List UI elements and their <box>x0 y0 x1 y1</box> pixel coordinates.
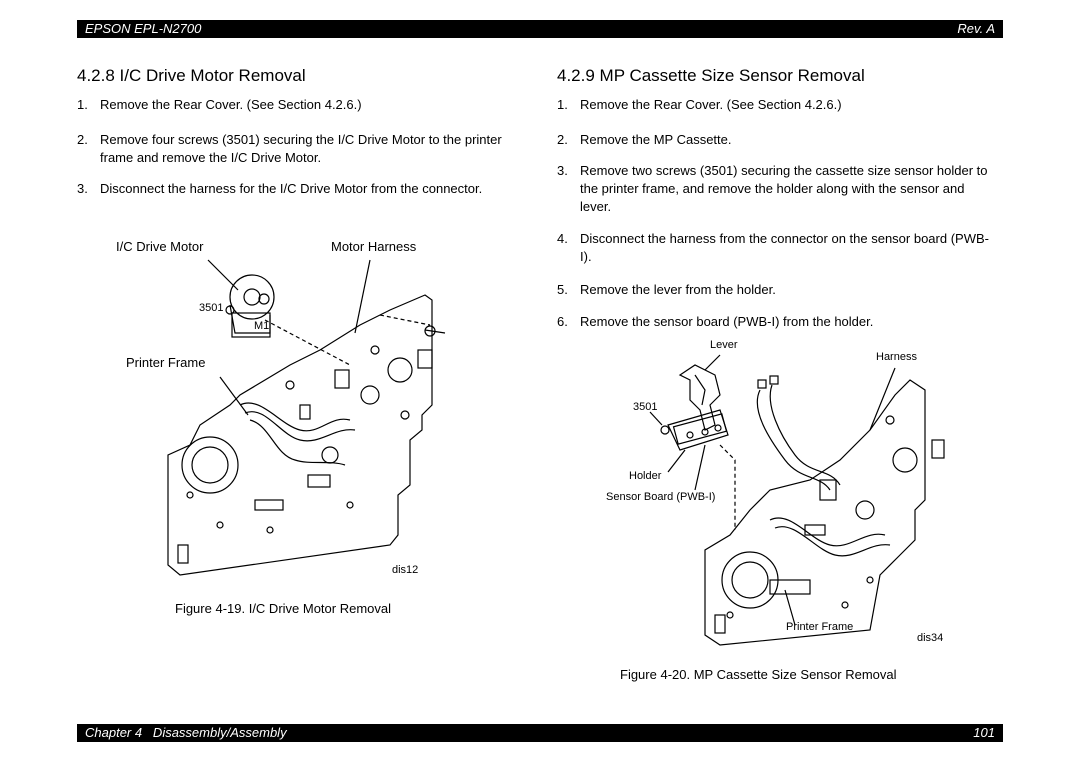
right-step-2 <box>557 131 997 149</box>
page-footer <box>77 724 1003 742</box>
label-holder: Holder <box>629 470 662 482</box>
step-number: 1. <box>77 97 88 112</box>
label-lever: Lever <box>710 339 738 351</box>
step-number: 3. <box>557 163 568 178</box>
step-text: Remove the MP Cassette. <box>580 132 732 147</box>
section-title-mp-cassette-sensor: 4.2.9 MP Cassette Size Sensor Removal <box>557 66 865 85</box>
label-ic-drive-motor: I/C Drive Motor <box>116 239 204 254</box>
step-text: Remove the lever from the holder. <box>580 282 776 297</box>
step-text: Remove two screws (3501) securing the cassette size sensor holder to the printer frame, and remove the holder along with the sensor and lever. <box>580 163 988 214</box>
step-number: 3. <box>77 181 88 196</box>
left-step-1 <box>77 96 527 114</box>
label-figure-code: dis12 <box>392 564 419 576</box>
label-screw-3501: 3501 <box>199 302 224 314</box>
header-revision: Rev. A <box>957 21 995 36</box>
label-printer-frame: Printer Frame <box>126 355 206 370</box>
step-text: Remove the Rear Cover. (See Section 4.2.6.) <box>100 97 362 112</box>
step-text: Disconnect the harness from the connector on the sensor board (PWB-I). <box>580 231 989 264</box>
step-text: Remove the Rear Cover. (See Section 4.2.6.) <box>580 97 842 112</box>
page-number: 101 <box>973 725 995 740</box>
label-motor-harness: Motor Harness <box>331 239 417 254</box>
step-text: Remove the sensor board (PWB-I) from the holder. <box>580 314 874 329</box>
label-harness: Harness <box>876 351 917 363</box>
step-text: Disconnect the harness for the I/C Drive Motor from the connector. <box>100 181 483 196</box>
label-m1: M1 <box>254 320 270 332</box>
step-text: Remove four screws (3501) securing the I/C Drive Motor to the printer frame and remove the I/C Drive Motor. <box>100 132 502 165</box>
right-step-3 <box>557 162 997 216</box>
step-number: 2. <box>557 132 568 147</box>
footer-chapter: Chapter 4 Disassembly/Assembly <box>85 725 287 740</box>
section-title-ic-drive-motor: 4.2.8 I/C Drive Motor Removal <box>77 66 306 85</box>
step-number: 5. <box>557 282 568 297</box>
step-number: 2. <box>77 132 88 147</box>
figure-caption: Figure 4-20. MP Cassette Size Sensor Removal <box>620 667 897 682</box>
left-step-2 <box>77 131 527 167</box>
label-screw-3501: 3501 <box>633 401 658 413</box>
right-step-4 <box>557 230 997 266</box>
label-figure-code: dis34 <box>917 632 944 644</box>
right-step-5 <box>557 281 997 299</box>
label-sensor-board: Sensor Board (PWB-I) <box>606 491 716 503</box>
figure-caption: Figure 4-19. I/C Drive Motor Removal <box>175 601 392 616</box>
step-number: 4. <box>557 231 568 246</box>
page-header <box>77 20 1003 38</box>
left-step-3 <box>77 180 527 198</box>
step-number: 6. <box>557 314 568 329</box>
header-model: EPSON EPL-N2700 <box>85 21 202 36</box>
right-step-1 <box>557 96 997 114</box>
label-printer-frame: Printer Frame <box>786 621 854 633</box>
step-number: 1. <box>557 97 568 112</box>
right-step-6 <box>557 313 997 331</box>
